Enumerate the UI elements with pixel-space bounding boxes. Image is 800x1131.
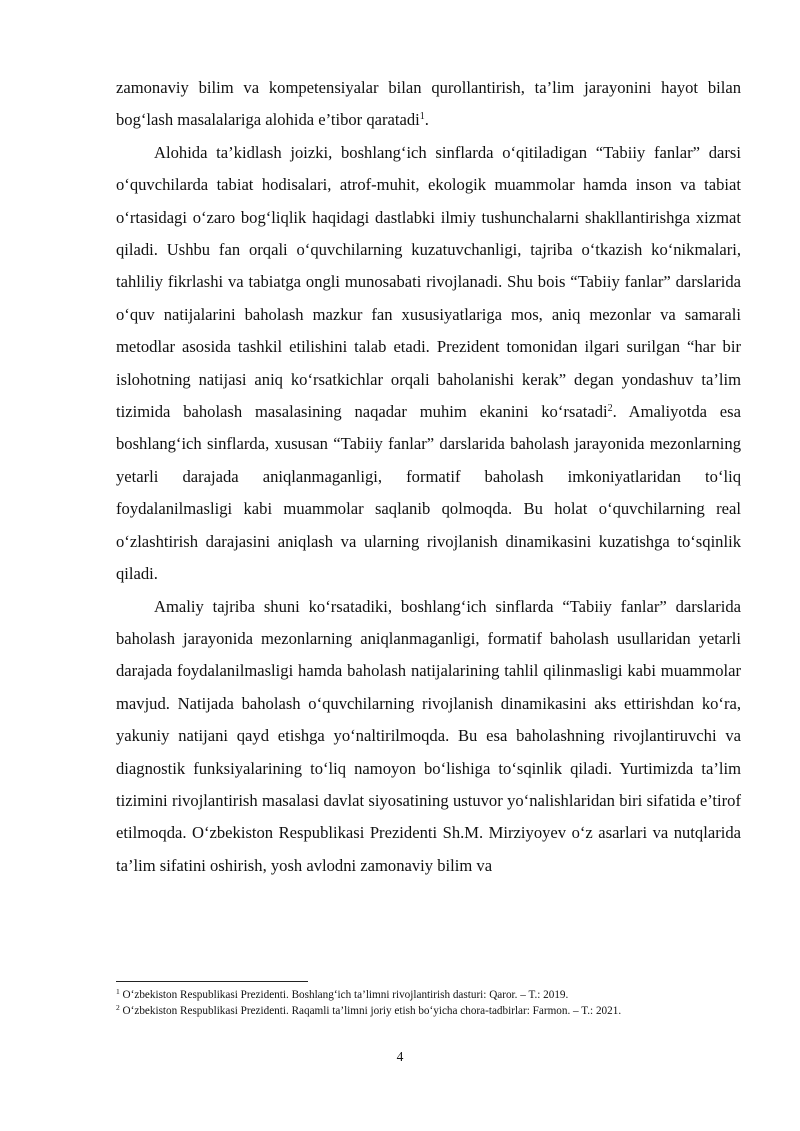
footnote-2-text: O‘zbekiston Respublikasi Prezidenti. Raqamli ta’limni joriy etish bo‘yicha chora-tadbirlar: Farmon. – T.: 2021. xyxy=(122,1004,622,1017)
paragraph-3 xyxy=(116,591,741,883)
page-number: 4 xyxy=(396,1049,404,1064)
paragraph-1 xyxy=(116,72,741,137)
footnote-2-number: 2 xyxy=(116,1002,120,1012)
footnotes xyxy=(116,988,756,1019)
paragraph-2-tail: . Amaliyotda esa boshlang‘ich sinflarda, xususan “Tabiiy fanlar” darslarida baholash jarayonida mezonlarning yetarli darajada aniqlanmaganligi, formatif baholash imkoniyatlaridan to‘liq foydalanilmasligi kabi muammolar saqlanib qolmoqda. Bu holat o‘quvchilarning real o‘zlashtirish darajasini aniqlash va ularning rivojlanish dinamikasini kuzatishga to‘sqinlik qiladi. xyxy=(116,402,741,584)
paragraph-3-text: Amaliy tajriba shuni ko‘rsatadiki, boshlang‘ich sinflarda “Tabiiy fanlar” darslarida baholash jarayonida mezonlarning aniqlanmaganligi, formatif baholash usullaridan yetarli darajada foydalanilmasligi hamda baholash natijalarining tahlil qilinmasligi kabi muammolar mavjud. Natijada baholash o‘quvchilarning rivojlanish dinamikasini aks ettirishdan ko‘ra, yakuniy natijani qayd etishga yo‘naltirilmoqda. Bu esa baholashning rivojlantiruvchi va diagnostik funksiyalarining to‘liq namoyon bo‘lishiga to‘sqinlik qiladi. Yurtimizda ta’lim tizimini rivojlantirish masalasi davlat siyosatining ustuvor yo‘nalishlaridan biri sifatida e’tirof etilmoqda. O‘zbekiston Respublikasi Prezidenti Sh.M. Mirziyoyev o‘z asarlari va nutqlarida ta’lim sifatini oshirish, yosh avlodni zamonaviy bilim va xyxy=(116,596,741,875)
paragraph-2-text: Alohida ta’kidlash joizki, boshlang‘ich sinflarda o‘qitiladigan “Tabiiy fanlar” darsi o‘quvchilarda tabiat hodisalari, atrof-muhit, ekologik muammolar hamda inson va tabiat o‘rtasidagi o‘zaro bog‘liqlik haqidagi dastlabki ilmiy tushunchalarni shakllantirishga xizmat qiladi. Ushbu fan orqali o‘quvchilarning kuzatuvchanligi, tajriba o‘tkazish ko‘nikmalari, tahliliy fikrlashi va tabiatga ongli munosabati rivojlanadi. Shu bois “Tabiiy fanlar” darslarida o‘quv natijalarini baholash mazkur fan xususiyatlariga mos, aniq mezonlar va samarali metodlar asosida tashkil etilishini talab etadi. Prezident tomonidan ilgari surilgan “har bir islohotning natijasi aniq ko‘rsatkichlar orqali baholanishi kerak” degan yondashuv ta’lim tizimida baholash masalasining naqadar muhim ekanini ko‘rsatadi xyxy=(116,142,741,422)
footnote-ref-2: 2 xyxy=(607,403,613,415)
paragraph-1-text: zamonaviy bilim va kompetensiyalar bilan qurollantirish, ta’lim jarayonini hayot bilan bog‘lash masalalariga alohida e’tibor qaratadi xyxy=(116,78,741,130)
footnote-ref-1: 1 xyxy=(419,111,425,123)
footnote-1-number: 1 xyxy=(116,987,120,996)
footnote-separator xyxy=(116,981,308,982)
paragraph-1-tail: . xyxy=(424,110,429,130)
footnote-2 xyxy=(116,1004,756,1020)
footnote-1-text: O‘zbekiston Respublikasi Prezidenti. Boshlang‘ich ta’limni rivojlantirish dasturi: Qaror. – T.: 2019. xyxy=(122,989,569,1001)
paragraph-2 xyxy=(116,137,741,591)
footnote-1 xyxy=(116,988,756,1004)
page-body xyxy=(116,72,741,882)
